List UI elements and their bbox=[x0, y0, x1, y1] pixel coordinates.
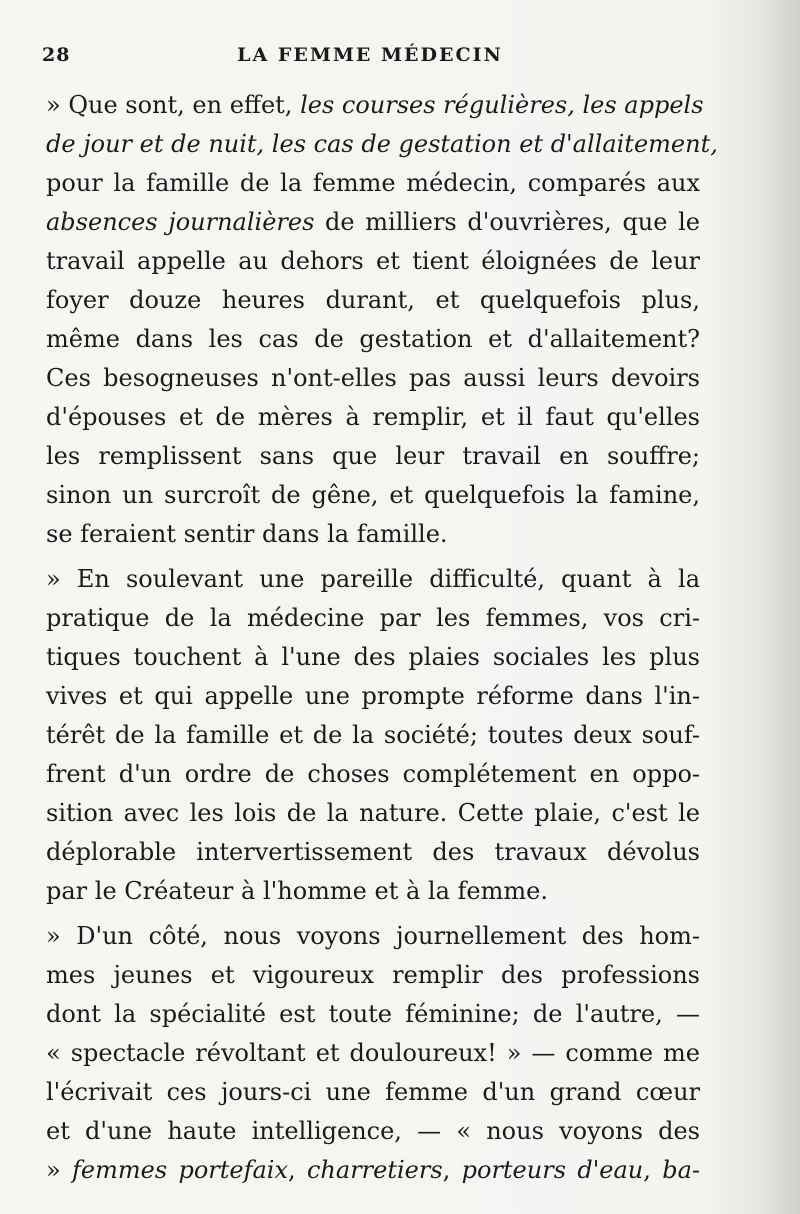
text-run: se feraient sentir dans la famille. bbox=[46, 520, 448, 548]
italic-run: absences journalières bbox=[46, 208, 315, 236]
text-line bbox=[46, 599, 700, 638]
text-line bbox=[46, 677, 700, 716]
text-line bbox=[46, 1151, 700, 1190]
italic-run: de jour et de nuit, les cas de gestation et d'allaitement, bbox=[46, 130, 718, 158]
text-line bbox=[46, 755, 700, 794]
text-line bbox=[46, 638, 700, 677]
text-run: pratique de la médecine par les femmes, vos cri- bbox=[46, 604, 700, 632]
text-run: » bbox=[46, 1156, 73, 1184]
text-run: déplorable intervertissement des travaux dévolus bbox=[46, 838, 700, 866]
italic-run: femmes portefaix bbox=[72, 1156, 289, 1184]
body-text bbox=[46, 86, 718, 1190]
paragraph bbox=[46, 86, 718, 554]
text-line bbox=[46, 281, 700, 320]
page-header bbox=[40, 40, 700, 74]
italic-run: les courses régulières, les appels bbox=[300, 91, 704, 119]
text-line bbox=[46, 437, 700, 476]
text-line bbox=[46, 1073, 700, 1112]
text-run: travail appelle au dehors et tient éloignées de leur bbox=[46, 247, 700, 275]
text-line bbox=[46, 872, 700, 911]
text-run: sition avec les lois de la nature. Cette plaie, c'est le bbox=[46, 799, 700, 827]
text-line bbox=[46, 359, 700, 398]
text-run: tiques touchent à l'une des plaies sociales les plus bbox=[46, 643, 700, 671]
text-run: pour la famille de la femme médecin, comparés aux bbox=[46, 169, 700, 197]
text-run: dont la spécialité est toute féminine; de l'autre, — bbox=[46, 1000, 700, 1028]
text-run: frent d'un ordre de choses complétement en oppo- bbox=[46, 760, 700, 788]
text-line bbox=[46, 833, 700, 872]
text-run: , bbox=[288, 1156, 307, 1184]
text-run: et d'une haute intelligence, — « nous voyons des bbox=[46, 1117, 700, 1145]
italic-run: ba- bbox=[662, 1156, 701, 1184]
text-line bbox=[46, 1112, 700, 1151]
text-line bbox=[46, 1034, 700, 1073]
text-line bbox=[46, 560, 700, 599]
text-run: sinon un surcroît de gêne, et quelquefois la famine, bbox=[46, 481, 700, 509]
text-line bbox=[46, 956, 700, 995]
text-line bbox=[46, 716, 700, 755]
text-run: « spectacle révoltant et douloureux! » — comme me bbox=[46, 1039, 700, 1067]
text-line bbox=[46, 242, 700, 281]
text-run: d'épouses et de mères à remplir, et il faut qu'elles bbox=[46, 403, 700, 431]
text-run: » D'un côté, nous voyons journellement des hom- bbox=[46, 922, 700, 950]
text-run: de milliers d'ouvrières, que le bbox=[314, 208, 701, 236]
page-number: 28 bbox=[42, 44, 71, 66]
text-line bbox=[46, 320, 700, 359]
text-run: mes jeunes et vigoureux remplir des professions bbox=[46, 961, 700, 989]
text-run: , bbox=[442, 1156, 462, 1184]
text-run: par le Créateur à l'homme et à la femme. bbox=[46, 877, 548, 905]
text-run: l'écrivait ces jours-ci une femme d'un grand cœur bbox=[46, 1078, 700, 1106]
text-line bbox=[46, 125, 718, 164]
text-line bbox=[46, 164, 700, 203]
running-title: LA FEMME MÉDECIN bbox=[237, 44, 503, 66]
text-line bbox=[46, 794, 700, 833]
italic-run: porteurs d'eau bbox=[461, 1156, 644, 1184]
text-line bbox=[46, 476, 700, 515]
text-line bbox=[46, 917, 700, 956]
text-line bbox=[46, 203, 700, 242]
text-run: » Que sont, en effet, bbox=[46, 91, 301, 119]
text-line bbox=[46, 515, 700, 554]
text-run: » En soulevant une pareille difficulté, quant à la bbox=[46, 565, 700, 593]
text-line bbox=[46, 995, 700, 1034]
italic-run: charretiers bbox=[306, 1156, 443, 1184]
text-line bbox=[46, 398, 700, 437]
paragraph bbox=[46, 560, 700, 911]
text-run: les remplissent sans que leur travail en souffre; bbox=[46, 442, 700, 470]
text-run: térêt de la famille et de la société; toutes deux souf- bbox=[46, 721, 700, 749]
text-run: Ces besogneuses n'ont-elles pas aussi leurs devoirs bbox=[46, 364, 700, 392]
text-run: même dans les cas de gestation et d'allaitement? bbox=[46, 325, 700, 353]
paragraph bbox=[46, 917, 700, 1190]
text-run: vives et qui appelle une prompte réforme dans l'in- bbox=[46, 682, 700, 710]
text-line bbox=[46, 86, 704, 125]
text-run: foyer douze heures durant, et quelquefois plus, bbox=[46, 286, 700, 314]
text-run: , bbox=[643, 1156, 663, 1184]
